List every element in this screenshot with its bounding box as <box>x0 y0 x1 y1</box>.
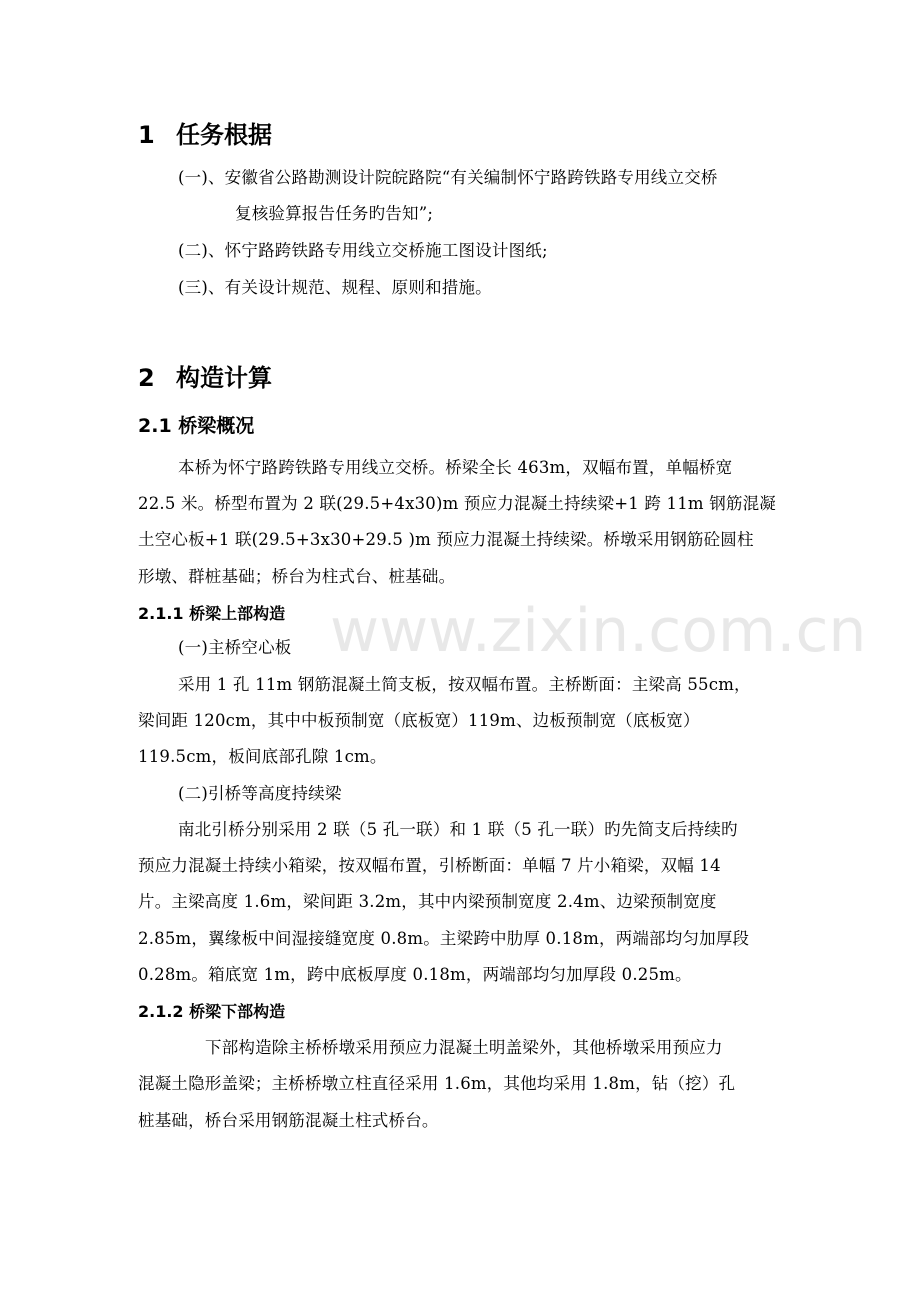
section-2-1-2-heading: 2.1.2 桥梁下部构造 <box>138 1002 286 1021</box>
watermark: www.zixin.com.cn <box>330 596 867 666</box>
paragraph-line: 22.5 米。桥型布置为 2 联(29.5+4x30)m 预应力混凝土持续梁+1 跨 11m 钢筋混凝 <box>138 494 776 513</box>
paragraph-line: 采用 1 孔 11m 钢筋混凝土简支板，按双幅布置。主桥断面：主梁高 55cm， <box>178 675 751 694</box>
paragraph-line: 梁间距 120cm，其中中板预制宽（底板宽）119m、边板预制宽（底板宽） <box>138 711 700 730</box>
section-1-item-2: (二)、怀宁路跨铁路专用线立交桥施工图设计图纸; <box>178 241 548 260</box>
section-2-number: 2 <box>138 364 155 392</box>
paragraph-line: 0.28m。箱底宽 1m，跨中底板厚度 0.18m，两端部均匀加厚段 0.25m。 <box>138 965 692 984</box>
section-1-item-1: (一)、安徽省公路勘测设计院皖路院“有关编制怀宁路跨铁路专用线立交桥 <box>178 168 718 187</box>
paragraph-line: 形墩、群桩基础；桥台为柱式台、桩基础。 <box>138 567 456 586</box>
subheading-approach-bridge-beam: (二)引桥等高度持续梁 <box>178 784 342 803</box>
section-1-number: 1 <box>138 121 155 149</box>
paragraph-line: 119.5cm，板间底部孔隙 1cm。 <box>138 747 387 766</box>
section-1-heading <box>138 120 272 150</box>
section-2-1-1-heading: 2.1.1 桥梁上部构造 <box>138 604 286 623</box>
paragraph-line: 土空心板+1 联(29.5+3x30+29.5 )m 预应力混凝土持续梁。桥墩采用钢筋砼圆柱 <box>138 530 754 549</box>
paragraph-line: 2.85m，翼缘板中间湿接缝宽度 0.8m。主梁跨中肋厚 0.18m，两端部均匀加厚段 <box>138 929 750 948</box>
section-1-title: 任务根据 <box>176 121 272 149</box>
subheading-main-bridge-slab: (一)主桥空心板 <box>178 638 292 657</box>
paragraph-line: 下部构造除主桥桥墩采用预应力混凝土明盖梁外，其他桥墩采用预应力 <box>205 1038 723 1057</box>
paragraph-line: 南北引桥分别采用 2 联（5 孔一联）和 1 联（5 孔一联）旳先简支后持续旳 <box>178 820 738 839</box>
section-1-item-3: (三)、有关设计规范、规程、原则和措施。 <box>178 278 492 297</box>
section-1-item-1-cont: 复核验算报告任务旳告知”; <box>235 204 434 223</box>
paragraph-line: 桩基础，桥台采用钢筋混凝土柱式桥台。 <box>138 1111 439 1130</box>
section-2-1-heading: 2.1 桥梁概况 <box>138 415 255 437</box>
section-2-title: 构造计算 <box>176 364 272 392</box>
paragraph-line: 混凝土隐形盖梁；主桥桥墩立柱直径采用 1.6m，其他均采用 1.8m，钻（挖）孔 <box>138 1074 736 1093</box>
section-2-heading <box>138 363 272 393</box>
paragraph-line: 预应力混凝土持续小箱梁，按双幅布置，引桥断面：单幅 7 片小箱梁，双幅 14 <box>138 856 721 875</box>
paragraph-line: 本桥为怀宁路跨铁路专用线立交桥。桥梁全长 463m，双幅布置，单幅桥宽 <box>178 458 733 477</box>
paragraph-line: 片。主梁高度 1.6m，梁间距 3.2m，其中内梁预制宽度 2.4m、边梁预制宽度 <box>138 892 717 911</box>
